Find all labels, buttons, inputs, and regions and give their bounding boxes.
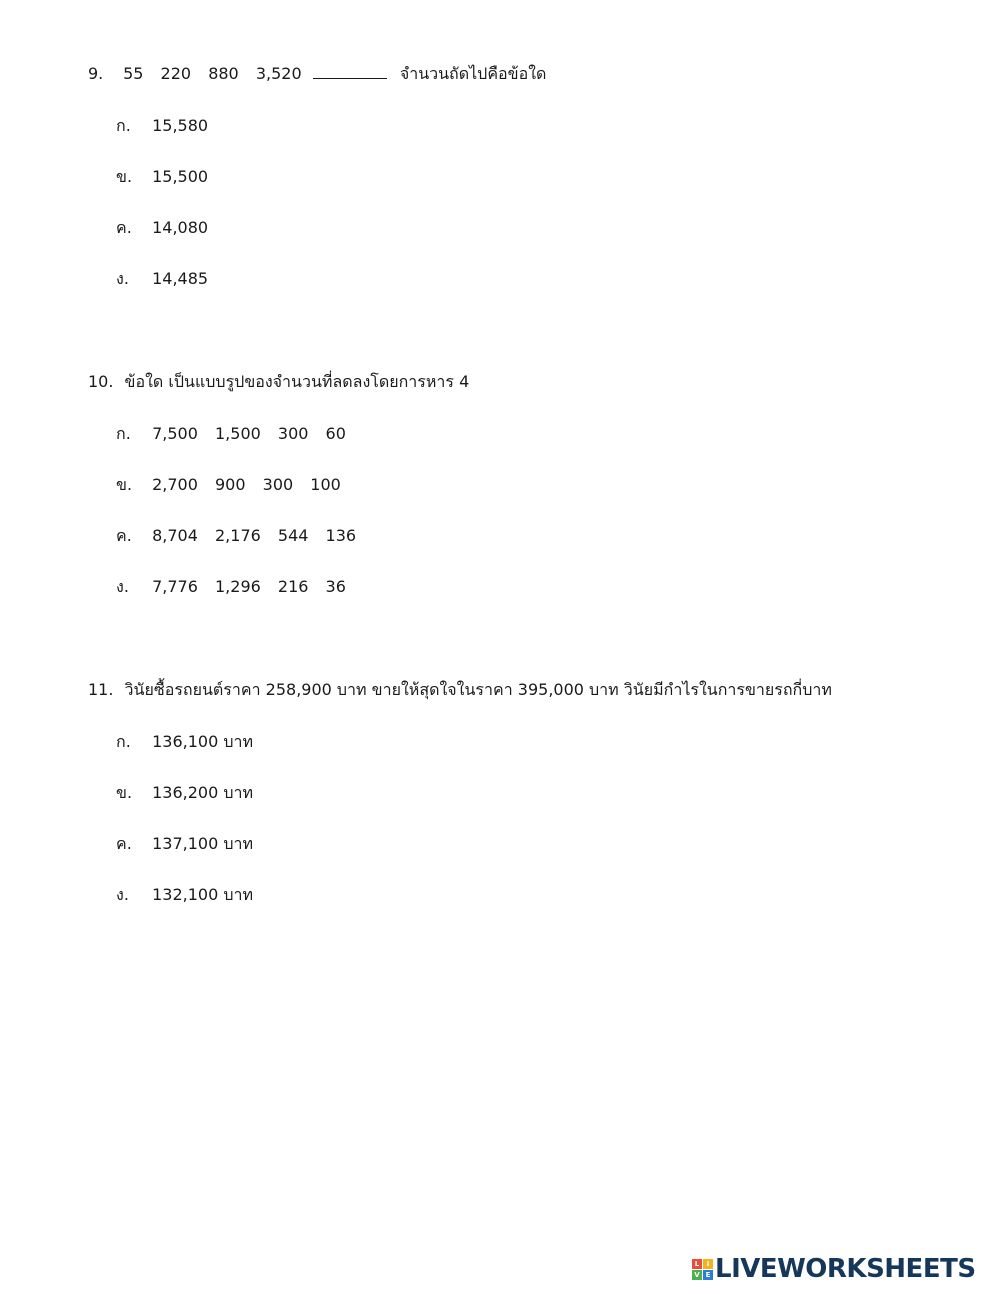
option-value: 2,700 — [152, 475, 198, 494]
option-letter: ก. — [116, 116, 131, 135]
option-value: 8,704 — [152, 526, 198, 545]
option-letter: ง. — [116, 269, 129, 288]
sequence-number: 880 — [208, 64, 239, 83]
option-value: 7,500 — [152, 424, 198, 443]
option-11-b[interactable] — [116, 783, 253, 803]
option-value: 15,500 — [152, 167, 209, 186]
question-11 — [88, 680, 832, 700]
logo-text: LIVEWORKSHEETS — [715, 1254, 976, 1284]
sequence-number: 3,520 — [255, 64, 302, 83]
option-value: 36 — [325, 577, 346, 596]
option-9-d[interactable] — [116, 269, 208, 289]
option-value: 100 — [310, 475, 341, 494]
option-letter: ค. — [116, 834, 132, 853]
sequence-number: 55 — [123, 64, 144, 83]
option-11-d[interactable] — [116, 885, 253, 905]
option-letter: ค. — [116, 526, 132, 545]
option-letter: ก. — [116, 732, 131, 751]
question-number: 10. — [88, 372, 114, 391]
option-value: 136,200 บาท — [152, 783, 254, 802]
option-9-c[interactable] — [116, 218, 208, 238]
option-letter: ข. — [116, 475, 133, 494]
option-letter: ง. — [116, 577, 129, 596]
liveworksheets-logo — [692, 1254, 976, 1284]
question-text: จำนวนถัดไปคือข้อใด — [399, 64, 547, 83]
option-value: 136,100 บาท — [152, 732, 254, 751]
option-value: 900 — [215, 475, 246, 494]
option-value: 300 — [277, 424, 309, 443]
option-10-b[interactable] — [116, 475, 341, 495]
option-value: 1,296 — [215, 577, 261, 596]
option-value: 15,580 — [152, 116, 209, 135]
logo-tile: L — [692, 1259, 702, 1269]
question-text: ข้อใด เป็นแบบรูปของจำนวนที่ลดลงโดยการหาร 4 — [124, 372, 470, 391]
option-letter: ข. — [116, 167, 133, 186]
option-letter: ก. — [116, 424, 131, 443]
option-9-b[interactable] — [116, 167, 208, 187]
option-value: 14,080 — [152, 218, 209, 237]
logo-tile: E — [703, 1270, 713, 1280]
option-value: 14,485 — [152, 269, 209, 288]
logo-tile: I — [703, 1259, 713, 1269]
option-value: 1,500 — [215, 424, 261, 443]
option-value: 544 — [277, 526, 309, 545]
option-10-a[interactable] — [116, 424, 346, 444]
sequence-number: 220 — [160, 64, 192, 83]
answer-blank[interactable] — [313, 64, 387, 79]
option-10-c[interactable] — [116, 526, 356, 546]
question-10 — [88, 372, 469, 392]
option-11-c[interactable] — [116, 834, 253, 854]
option-9-a[interactable] — [116, 116, 208, 136]
liveworksheets-logo-icon — [692, 1259, 713, 1280]
question-text: วินัยซื้อรถยนต์ราคา 258,900 บาท ขายให้สุดใจในราคา 395,000 บาท วินัยมีกำไรในการขายรถกี่บาท — [124, 680, 832, 699]
option-value: 137,100 บาท — [152, 834, 254, 853]
option-letter: ค. — [116, 218, 132, 237]
question-9 — [88, 64, 546, 84]
option-letter: ข. — [116, 783, 133, 802]
logo-tile: V — [692, 1270, 702, 1280]
option-value: 60 — [325, 424, 346, 443]
option-11-a[interactable] — [116, 732, 253, 752]
option-value: 216 — [277, 577, 309, 596]
option-value: 2,176 — [215, 526, 261, 545]
option-value: 136 — [325, 526, 357, 545]
option-value: 132,100 บาท — [152, 885, 254, 904]
question-number: 11. — [88, 680, 114, 699]
option-letter: ง. — [116, 885, 129, 904]
question-number: 9. — [88, 64, 104, 83]
option-value: 300 — [262, 475, 294, 494]
option-value: 7,776 — [152, 577, 198, 596]
option-10-d[interactable] — [116, 577, 346, 597]
